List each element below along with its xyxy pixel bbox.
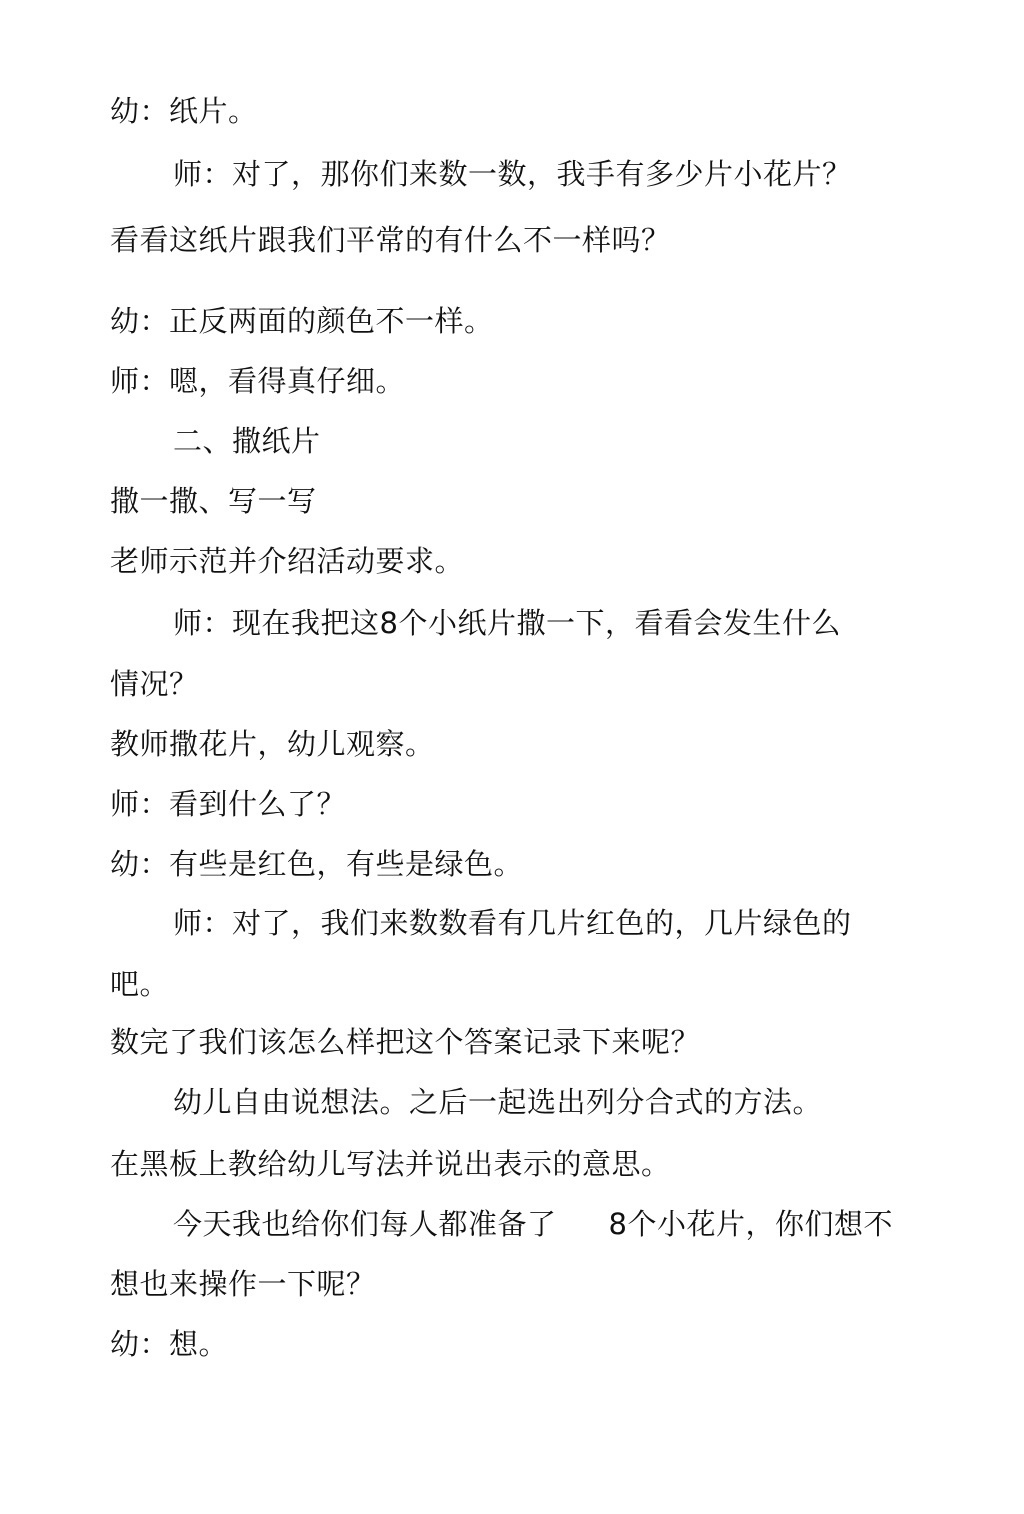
text-line: 师：对了，那你们来数一数，我手有多少片小花片？	[173, 157, 852, 191]
text-line: 情况？	[110, 667, 199, 701]
text-line: 看看这纸片跟我们平常的有什么不一样吗？	[110, 223, 671, 257]
text-line: 师：嗯，看得真仔细。	[110, 364, 406, 398]
text-line: 幼：有些是红色，有些是绿色。	[110, 847, 524, 881]
text-line: 在黑板上教给幼儿写法并说出表示的意思。	[110, 1147, 671, 1181]
text-line: 老师示范并介绍活动要求。	[110, 544, 465, 578]
text-line: 幼儿自由说想法。之后一起选出列分合式的方法。	[173, 1085, 823, 1119]
text-line: 师：对了，我们来数数看有几片红色的，几片绿色的	[173, 906, 852, 940]
text-line: 师：现在我把这8个小纸片撒一下，看看会发生什么	[173, 606, 841, 640]
text-line: 想也来操作一下呢？	[110, 1267, 376, 1301]
text-line: 师：看到什么了？	[110, 787, 347, 821]
text-line: 幼：想。	[110, 1327, 229, 1361]
text-line	[173, 1206, 893, 1242]
text-segment: 8个小花片，你们想不	[608, 1207, 893, 1241]
text-line: 幼：纸片。	[110, 94, 258, 128]
section-heading: 二、撒纸片	[173, 424, 321, 458]
text-line: 数完了我们该怎么样把这个答案记录下来呢？	[110, 1025, 701, 1059]
text-segment: 今天我也给你们每人都准备了	[173, 1207, 557, 1241]
text-line: 吧。	[110, 967, 170, 1001]
text-line: 教师撒花片，幼儿观察。	[110, 727, 435, 761]
text-line: 幼：正反两面的颜色不一样。	[110, 304, 494, 338]
text-line: 撒一撒、写一写	[110, 484, 317, 518]
